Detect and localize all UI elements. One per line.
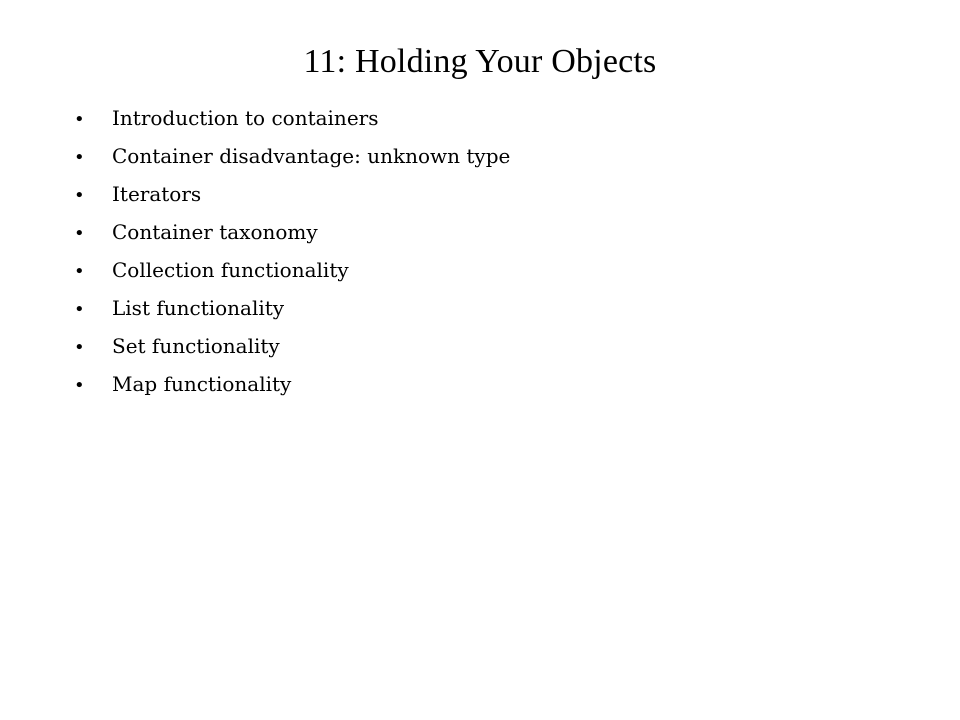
list-item <box>72 99 510 137</box>
bullet-icon: • <box>74 185 85 206</box>
bullet-text: List functionality <box>112 296 285 320</box>
bullet-text: Container disadvantage: unknown type <box>112 144 511 168</box>
bullet-icon: • <box>74 261 85 282</box>
bullet-text: Introduction to containers <box>112 106 379 130</box>
bullet-icon: • <box>74 337 85 358</box>
bullet-icon: • <box>74 299 85 320</box>
bullet-text: Iterators <box>112 182 202 206</box>
bullet-icon: • <box>74 223 85 244</box>
bullet-text: Map functionality <box>112 372 292 396</box>
list-item <box>72 137 510 175</box>
bullet-icon: • <box>74 375 85 396</box>
slide-title: 11: Holding Your Objects <box>303 43 657 80</box>
list-item <box>72 365 510 403</box>
list-item <box>72 213 510 251</box>
bullet-text: Set functionality <box>112 334 280 358</box>
list-item <box>72 289 510 327</box>
bullet-icon: • <box>74 147 85 168</box>
list-item <box>72 175 510 213</box>
bullet-text: Collection functionality <box>112 258 349 282</box>
list-item <box>72 251 510 289</box>
bullet-text: Container taxonomy <box>112 220 318 244</box>
bullet-list <box>72 99 510 403</box>
list-item <box>72 327 510 365</box>
bullet-icon: • <box>74 109 85 130</box>
